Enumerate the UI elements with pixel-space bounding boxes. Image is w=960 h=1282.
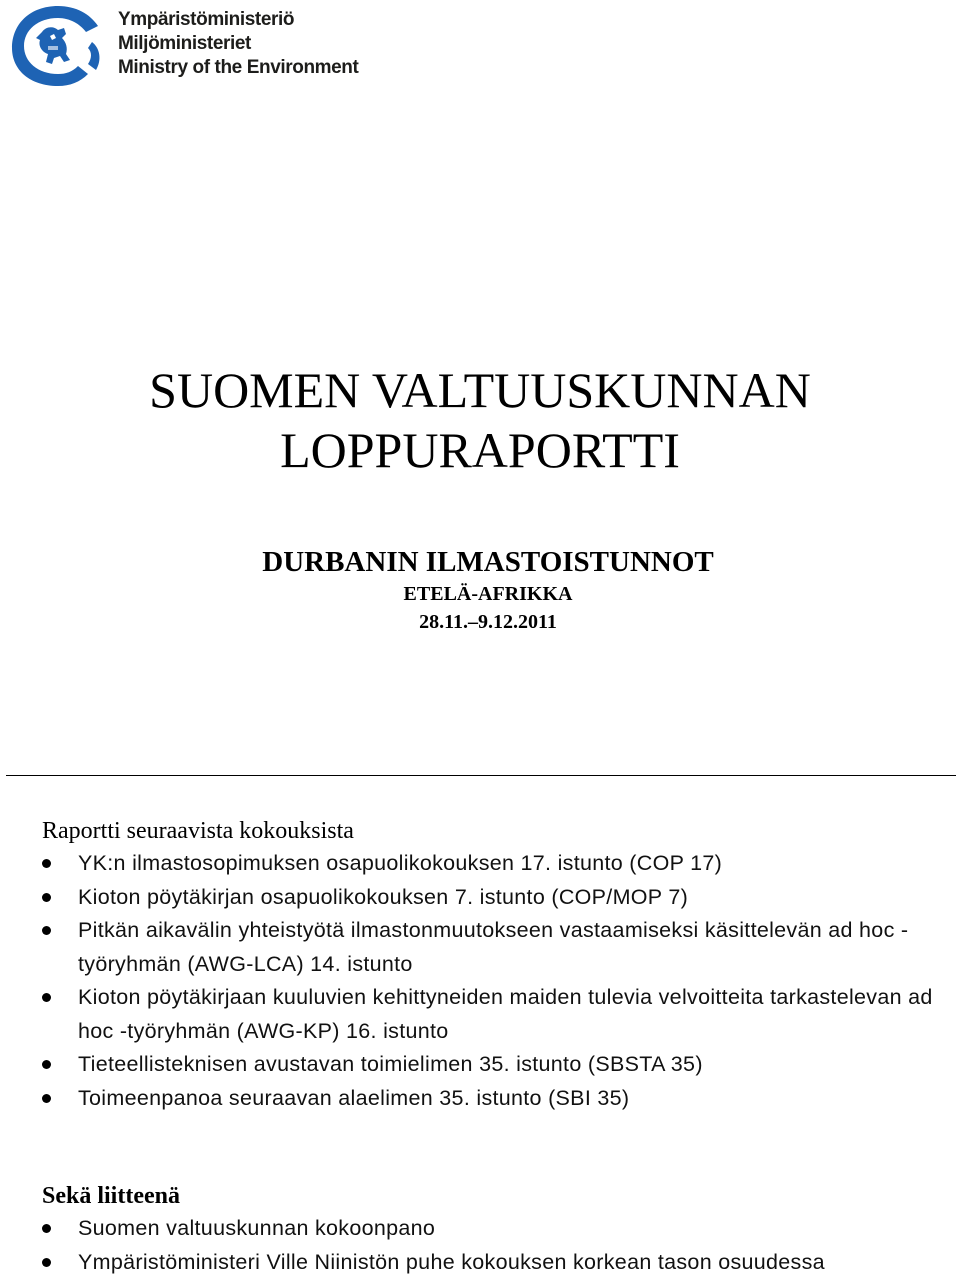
list-item: YK:n ilmastosopimuksen osapuolikokouksen 17. istunto (COP 17) bbox=[42, 847, 952, 881]
bullet-icon bbox=[42, 1224, 51, 1233]
list-item: Kioton pöytäkirjaan kuuluvien kehittyneiden maiden tulevia velvoitteita tarkastelevan ad hoc -työryhmän (AWG-KP) 16. istunto bbox=[42, 981, 952, 1048]
report-title bbox=[0, 360, 960, 480]
meetings-heading: Raportti seuraavista kokouksista bbox=[42, 818, 354, 844]
list-item: Tieteellisteknisen avustavan toimielimen 35. istunto (SBSTA 35) bbox=[42, 1048, 952, 1082]
ministry-name-block bbox=[118, 8, 358, 80]
ministry-name-en: Ministry of the Environment bbox=[118, 57, 359, 78]
bullet-icon bbox=[42, 859, 51, 868]
ministry-logo bbox=[8, 2, 359, 88]
meetings-section bbox=[42, 815, 952, 1115]
annexes-list bbox=[42, 1212, 952, 1279]
bullet-icon bbox=[42, 893, 51, 902]
divider-line bbox=[6, 775, 956, 776]
ministry-name-fi: Ympäristöministeriö bbox=[118, 9, 295, 30]
list-item: Toimeenpanoa seuraavan alaelimen 35. istunto (SBI 35) bbox=[42, 1082, 952, 1116]
bullet-icon bbox=[42, 993, 51, 1002]
bullet-icon bbox=[42, 1060, 51, 1069]
event-dates: 28.11.–9.12.2011 bbox=[419, 611, 557, 633]
lion-coat-of-arms-icon bbox=[8, 2, 108, 88]
event-location: ETELÄ-AFRIKKA bbox=[403, 583, 573, 605]
ministry-name-sv: Miljöministeriet bbox=[118, 33, 251, 54]
list-item: Pitkän aikavälin yhteistyötä ilmastonmuutokseen vastaamiseksi käsittelevän ad hoc -työryhmän (AWG-LCA) 14. istunto bbox=[42, 914, 952, 981]
bullet-icon bbox=[42, 1094, 51, 1103]
annexes-section bbox=[42, 1180, 952, 1279]
report-title-line2: LOPPURAPORTTI bbox=[280, 422, 680, 478]
list-item: Ympäristöministeri Ville Niinistön puhe kokouksen korkean tason osuudessa bbox=[42, 1246, 952, 1280]
event-name: DURBANIN ILMASTOISTUNNOT bbox=[262, 546, 714, 578]
report-title-line1: SUOMEN VALTUUSKUNNAN bbox=[149, 362, 811, 418]
list-item: Kioton pöytäkirjan osapuolikokouksen 7. istunto (COP/MOP 7) bbox=[42, 881, 952, 915]
bullet-icon bbox=[42, 1258, 51, 1267]
annexes-heading: Sekä liitteenä bbox=[42, 1183, 180, 1209]
bullet-icon bbox=[42, 926, 51, 935]
list-item: Suomen valtuuskunnan kokoonpano bbox=[42, 1212, 952, 1246]
meetings-list bbox=[42, 847, 952, 1115]
